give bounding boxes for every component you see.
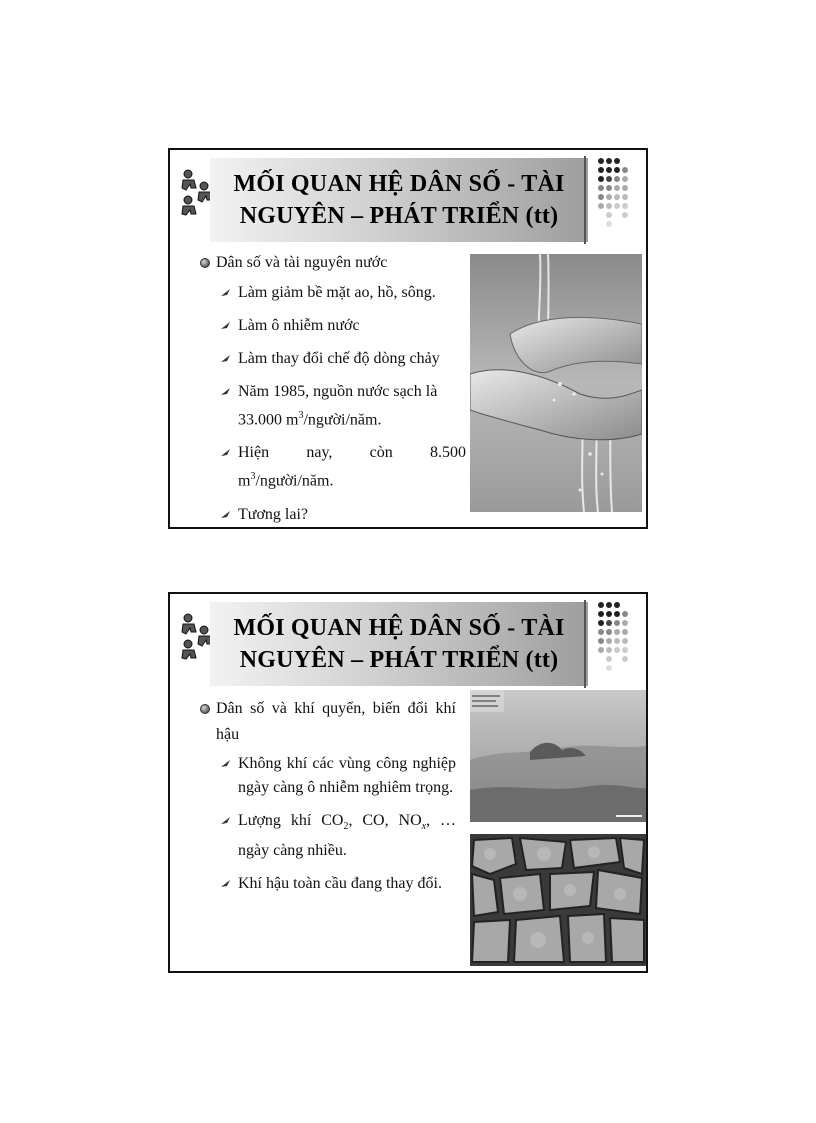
main-bullet-text: Dân số và khí quyển, biến đổi khí hậu xyxy=(216,700,456,743)
main-bullet-text: Dân số và tài nguyên nước xyxy=(216,254,388,271)
bullet-circle-icon xyxy=(200,704,210,714)
list-item: Tương lai? xyxy=(220,503,466,527)
list-item: Làm giảm bề mặt ao, hồ, sông. xyxy=(220,281,466,305)
title-line-2: NGUYÊN – PHÁT TRIỂN (tt) xyxy=(239,203,559,229)
arrow-bullet-icon xyxy=(220,877,232,889)
sub-bullet-list xyxy=(220,752,456,905)
smog-photo xyxy=(470,690,646,822)
arrow-bullet-icon xyxy=(220,508,232,520)
arrow-bullet-icon xyxy=(220,319,232,331)
title-divider xyxy=(584,600,586,688)
slide-title xyxy=(210,158,588,242)
main-bullet-atmosphere xyxy=(200,696,456,748)
list-item: Năm 1985, nguồn nước sạch là 33.000 $m^3/người$/năm. xyxy=(220,380,466,432)
arrow-bullet-icon xyxy=(220,757,232,769)
list-item: Khí hậu toàn cầu đang thay đổi. xyxy=(220,872,456,896)
hands-water-photo xyxy=(470,254,642,512)
title-line-1: MỐI QUAN HỆ DÂN SỐ - TÀI xyxy=(233,615,565,641)
arrow-bullet-icon xyxy=(220,814,232,826)
arrow-bullet-icon xyxy=(220,446,232,458)
arrow-bullet-icon xyxy=(220,286,232,298)
list-item: Hiện nay, còn 8.500 $m^3/người$/năm. xyxy=(220,441,466,493)
slide-2 xyxy=(168,592,648,973)
main-bullet-water xyxy=(200,250,470,276)
people-clipart-icon xyxy=(180,612,214,660)
dot-grid-decoration-icon xyxy=(596,600,636,676)
slide-title xyxy=(210,602,588,686)
list-item: Không khí các vùng công nghiệp ngày càng ô nhiễm nghiêm trọng. xyxy=(220,752,456,800)
cracked-earth-photo xyxy=(470,834,646,966)
arrow-bullet-icon xyxy=(220,385,232,397)
title-divider xyxy=(584,156,586,244)
sub-bullet-list xyxy=(220,281,466,536)
title-line-1: MỐI QUAN HỆ DÂN SỐ - TÀI xyxy=(233,171,565,197)
list-item: Làm thay đổi chế độ dòng chảy xyxy=(220,347,466,371)
slide-1 xyxy=(168,148,648,529)
dot-grid-decoration-icon xyxy=(596,156,636,232)
arrow-bullet-icon xyxy=(220,352,232,364)
list-item: Lượng khí $CO_2$, CO, $NO_x$, … ngày càng nhiều. xyxy=(220,809,456,863)
title-line-2: NGUYÊN – PHÁT TRIỂN (tt) xyxy=(239,647,559,673)
people-clipart-icon xyxy=(180,168,214,216)
bullet-circle-icon xyxy=(200,258,210,268)
list-item: Làm ô nhiễm nước xyxy=(220,314,466,338)
